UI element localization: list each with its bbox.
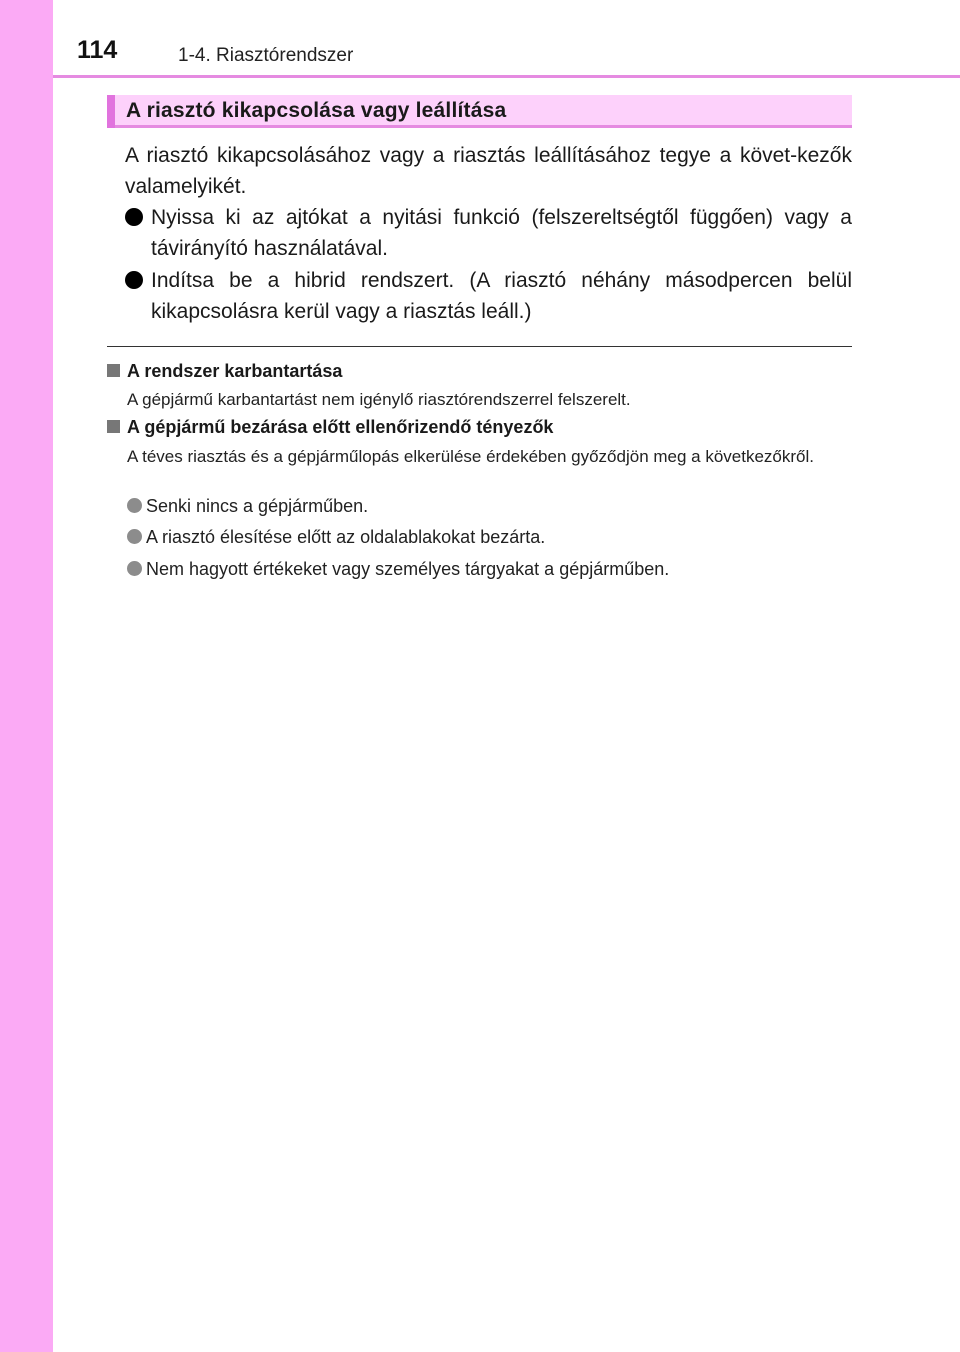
checklist-item bbox=[127, 558, 845, 580]
note-heading-text: A rendszer karbantartása bbox=[127, 361, 343, 381]
bullet-dot-icon bbox=[125, 271, 143, 289]
note-text: A téves riasztás és a gépjárműlopás elkerülése érdekében győződjön meg a következőkről. bbox=[127, 447, 814, 466]
note-heading bbox=[107, 359, 852, 383]
left-color-band bbox=[0, 0, 53, 1352]
note-heading-text: A gépjármű bezárása előtt ellenőrizendő tényezők bbox=[127, 417, 554, 437]
note-heading bbox=[107, 415, 852, 439]
checklist-item bbox=[127, 526, 845, 548]
list-item-text: Indítsa be a hibrid rendszert. (A riasztó néhány másodpercen belül kikapcsolásra kerül vagy a riasztás leáll.) bbox=[151, 269, 852, 323]
list-item-text: Nyissa ki az ajtókat a nyitási funkció (felszereltségtől függően) vagy a távirányító használatával. bbox=[151, 206, 852, 260]
square-bullet-icon bbox=[107, 364, 120, 377]
gray-dot-icon bbox=[127, 498, 142, 513]
checklist-item-text: Nem hagyott értékeket vagy személyes tárgyakat a gépjárműben. bbox=[146, 559, 670, 579]
gray-dot-icon bbox=[127, 561, 142, 576]
section-divider bbox=[107, 346, 852, 347]
section-header bbox=[107, 95, 852, 128]
checklist-item-text: Senki nincs a gépjárműben. bbox=[146, 496, 369, 516]
page-number: 114 bbox=[77, 36, 118, 64]
note-text: A gépjármű karbantartást nem igénylő riasztórendszerrel felszerelt. bbox=[127, 390, 631, 409]
section-title: A riasztó kikapcsolása vagy leállítása bbox=[126, 99, 507, 122]
chapter-title: 1-4. Riasztórendszer bbox=[178, 45, 354, 66]
gray-dot-icon bbox=[127, 529, 142, 544]
square-bullet-icon bbox=[107, 420, 120, 433]
section-intro: A riasztó kikapcsolásához vagy a riasztás leállításához tegye a követ-kezők valamelyikét. bbox=[125, 144, 852, 198]
header-rule bbox=[53, 75, 960, 78]
list-item bbox=[125, 202, 852, 264]
bullet-dot-icon bbox=[125, 208, 143, 226]
checklist-item-text: A riasztó élesítése előtt az oldalablakokat bezárta. bbox=[146, 527, 546, 547]
section-header-accent-bar bbox=[107, 95, 115, 128]
list-item bbox=[125, 265, 852, 327]
checklist-item bbox=[127, 495, 845, 517]
